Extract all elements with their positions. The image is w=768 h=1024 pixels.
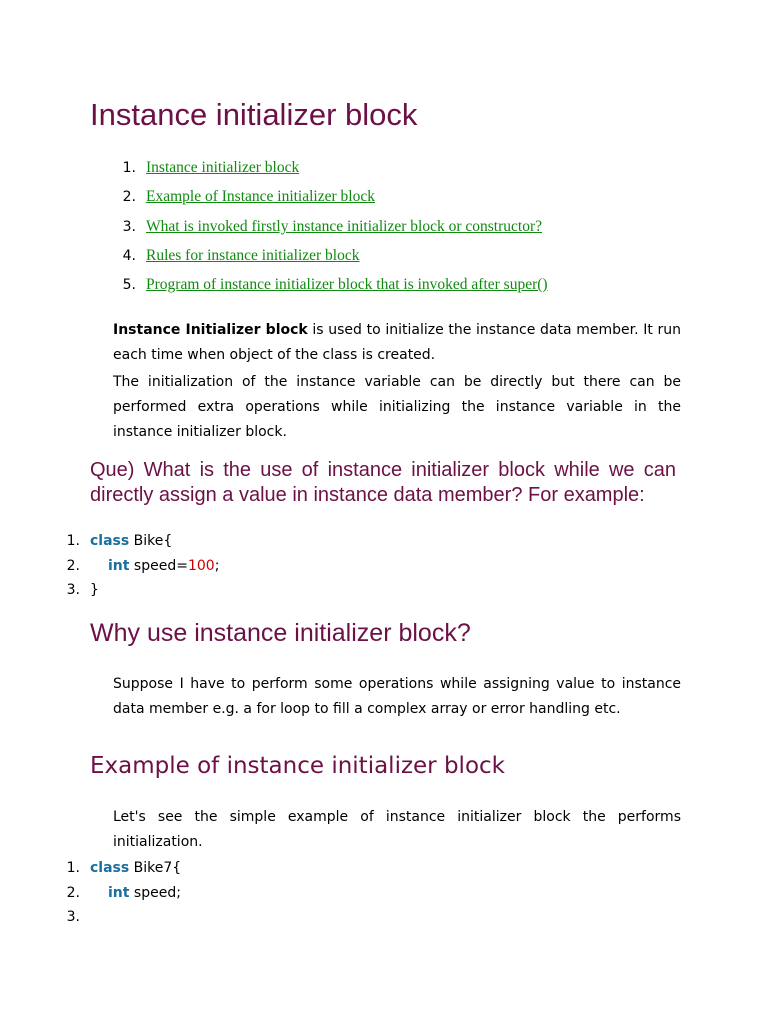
code-fragment: ; <box>214 558 220 574</box>
example-heading: Example of instance initializer block <box>90 753 505 779</box>
intro-bold-term: Instance Initializer block <box>113 322 308 338</box>
code-fragment: speed; <box>129 885 181 901</box>
line-number: 3. <box>66 909 80 925</box>
toc-number: 1. <box>122 160 136 176</box>
toc-link-program-after-super[interactable]: Program of instance initializer block that is invoked after super() <box>146 276 548 293</box>
toc-link-what-is-invoked-first[interactable]: What is invoked firstly instance initializer block or constructor? <box>146 218 542 235</box>
toc-link-instance-initializer-block[interactable]: Instance initializer block <box>146 159 300 176</box>
keyword: int <box>108 885 130 901</box>
code-fragment: Bike7{ <box>129 860 182 876</box>
toc-number: 4. <box>122 248 136 264</box>
line-number: 2. <box>66 885 80 901</box>
toc-number: 3. <box>122 219 136 235</box>
question-heading: Que) What is the use of instance initializer block while we can directly assign a value in instance data member? For example: <box>90 459 676 506</box>
code-text <box>108 881 181 906</box>
why-heading: Why use instance initializer block? <box>90 619 471 647</box>
keyword: class <box>90 860 130 876</box>
code-text: } <box>90 582 99 598</box>
keyword: class <box>90 533 130 549</box>
keyword: int <box>108 558 130 574</box>
line-number: 2. <box>66 558 80 574</box>
code-text <box>108 554 219 579</box>
intro-text: is used to initialize the instance data member. It run each time when object of the class is created. <box>113 322 681 363</box>
why-paragraph: Suppose I have to perform some operations while assigning value to instance data member e.g. a for loop to fill a complex array or error handling etc. <box>113 676 681 717</box>
line-number: 1. <box>66 533 80 549</box>
toc-number: 5. <box>122 277 136 293</box>
toc-link-example[interactable]: Example of Instance initializer block <box>146 188 375 205</box>
code-fragment: speed= <box>129 558 188 574</box>
line-number: 1. <box>66 860 80 876</box>
code-text <box>90 529 172 554</box>
line-number: 3. <box>66 582 80 598</box>
toc-link-rules[interactable]: Rules for instance initializer block <box>146 247 360 264</box>
example-paragraph: Let's see the simple example of instance initializer block the performs initialization. <box>113 809 681 850</box>
number-literal: 100 <box>187 558 215 574</box>
intro-paragraph-2: The initialization of the instance variable can be directly but there can be performed extra operations while initializing the instance variable in the instance initializer block. <box>113 374 681 440</box>
code-text <box>90 856 181 881</box>
code-fragment: Bike{ <box>129 533 173 549</box>
intro-paragraph <box>113 318 681 368</box>
toc-number: 2. <box>122 189 136 205</box>
page-title: Instance initializer block <box>90 97 418 132</box>
